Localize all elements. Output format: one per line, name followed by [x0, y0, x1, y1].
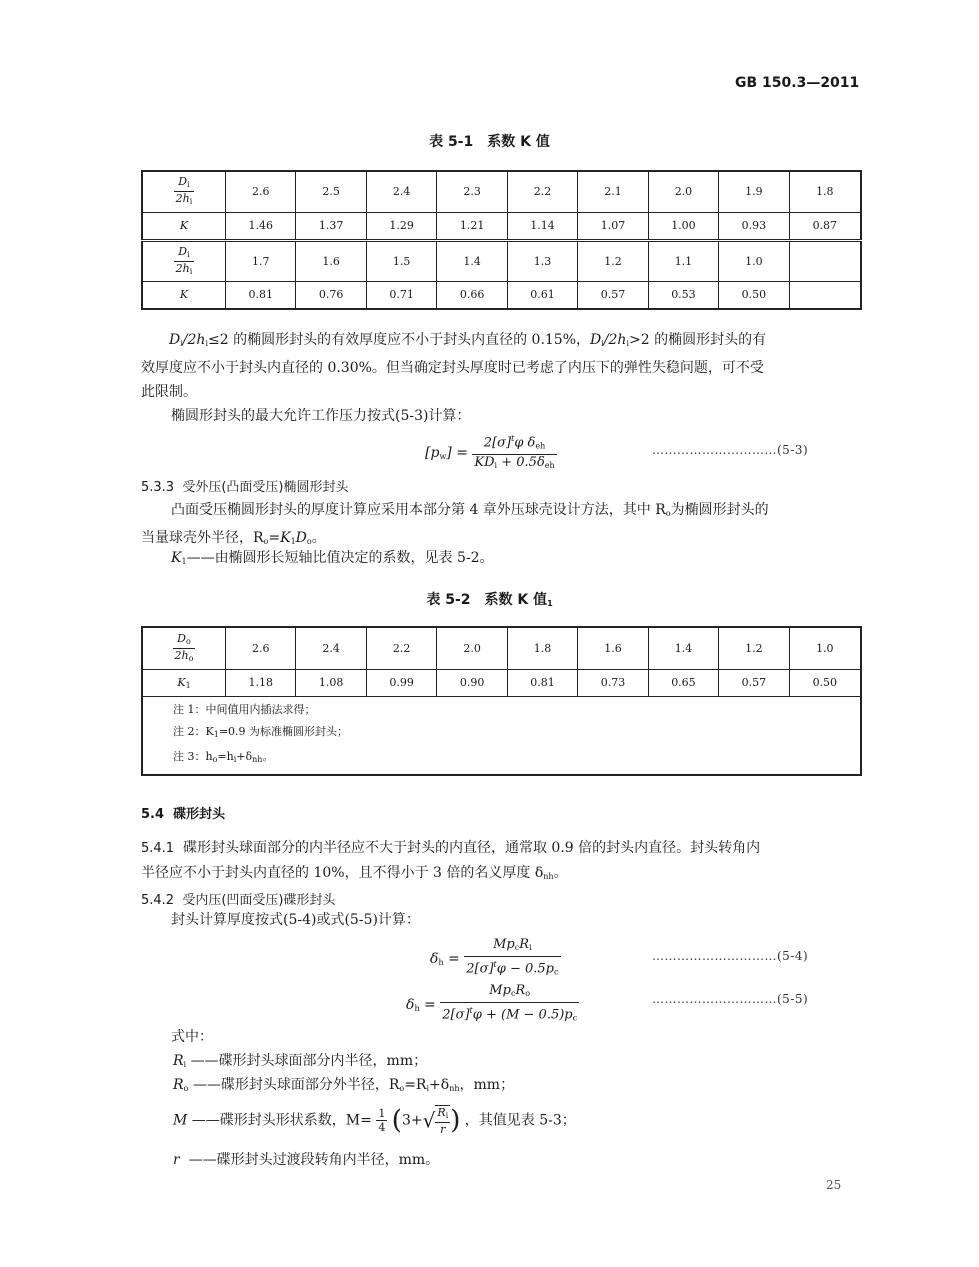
- table-notes: [142, 696, 861, 775]
- definition-m: M ——碟形封头形状系数，M= $\frac{1}{4}$ (3+√ $\frac{R_i}{r}$ ) ，其值见表 5-3；: [173, 1105, 576, 1136]
- table-cell: 1.4: [437, 240, 507, 281]
- table-cell: 1.07: [578, 212, 648, 240]
- table-cell: 1.3: [507, 240, 577, 281]
- table-cell: 0.81: [507, 669, 577, 696]
- equation-number-5-4: …………………………(5-4): [652, 949, 809, 963]
- paragraph-effective-thickness: $D_i/2h_i\le 2$ 的椭圆形封头的有效厚度应不小于封头内直径的 0.15%，$D_i/2h_i>2$ 的椭圆形封头的有 效厚度应不小于封头内直径的 0.30%。但当确定封头厚度时已考虑了内压下的弹性失稳问题，可不受 此限制。: [141, 332, 767, 400]
- table-cell: 0.50: [789, 669, 861, 696]
- table-cell: 1.9: [719, 171, 789, 212]
- table-cell: 1.0: [719, 240, 789, 281]
- table-cell: 0.81: [226, 281, 296, 309]
- table-cell: 0.90: [437, 669, 507, 696]
- table-cell: 2.6: [226, 171, 296, 212]
- note-1: 注 1：中间值用内插法求得；: [173, 702, 316, 716]
- table-cell: 0.53: [648, 281, 718, 309]
- table-row: [142, 627, 861, 669]
- table-cell: 1.2: [719, 627, 789, 669]
- table-cell: 2.6: [226, 627, 296, 669]
- table-cell: 1.29: [366, 212, 436, 240]
- table-cell: 1.08: [296, 669, 366, 696]
- table-cell: 0.61: [507, 281, 577, 309]
- table-cell: 0.71: [366, 281, 436, 309]
- section-5-4-2-heading: 5.4.2 受内压(凹面受压)碟形封头: [141, 893, 336, 908]
- paragraph-5-4-2: 封头计算厚度按式(5-4)或式(5-5)计算：: [171, 912, 420, 928]
- k-header: K: [142, 212, 226, 240]
- table-cell: 1.8: [507, 627, 577, 669]
- page-number: 25: [826, 1178, 842, 1192]
- section-5-3-3-heading: 5.3.3 受外压(凸面受压)椭圆形封头: [141, 480, 349, 495]
- table-cell: 2.0: [648, 171, 718, 212]
- ratio-header: $\frac{D_o}{2h_o}$: [142, 627, 226, 669]
- equation-number-5-3: …………………………(5-3): [652, 443, 809, 457]
- equation-number-5-5: …………………………(5-5): [652, 992, 809, 1006]
- table-cell: 1.37: [296, 212, 366, 240]
- table-cell: 1.6: [296, 240, 366, 281]
- table-cell: 1.2: [578, 240, 648, 281]
- table-cell: 1.0: [789, 627, 861, 669]
- table-cell: 0.93: [719, 212, 789, 240]
- table-cell: 1.18: [226, 669, 296, 696]
- k1-header: $K_1$: [142, 669, 226, 696]
- section-5-4-heading: 5.4 碟形封头: [141, 807, 226, 822]
- table-cell: 1.7: [226, 240, 296, 281]
- table-cell: 0.87: [789, 212, 861, 240]
- table-cell: 2.5: [296, 171, 366, 212]
- table-row: [142, 212, 861, 240]
- table-cell: 1.6: [578, 627, 648, 669]
- table-5-2-caption: 表 5-2 系数 K 值$_1$: [426, 592, 553, 608]
- table-cell: 0.57: [578, 281, 648, 309]
- k-header: K: [142, 281, 226, 309]
- definition-ro: $R_o$ ——碟形封头球面部分外半径，$R_o=R_i+\delta_{nh}$，mm；: [173, 1077, 515, 1093]
- ratio-header: $\frac{D_i}{2h_i}$: [142, 171, 226, 212]
- table-cell: 1.21: [437, 212, 507, 240]
- table-cell: 0.50: [719, 281, 789, 309]
- table-cell: 2.4: [366, 171, 436, 212]
- table-cell: 0.65: [648, 669, 718, 696]
- ratio-header: $\frac{D_i}{2h_i}$: [142, 240, 226, 281]
- table-cell: 0.66: [437, 281, 507, 309]
- paragraph-max-pressure: 椭圆形封头的最大允许工作压力按式(5-3)计算：: [171, 408, 471, 424]
- table-cell: 1.5: [366, 240, 436, 281]
- note-3: 注 3：$h_o=h_i+\delta_{nh}$。: [173, 749, 274, 764]
- table-5-1: [141, 170, 862, 310]
- table-cell: 2.0: [437, 627, 507, 669]
- table-row: [142, 281, 861, 309]
- table-5-2: [141, 626, 862, 776]
- equation-5-4: $\delta_h$ = $\frac{Mp_cR_i}{2[\sigma]^t\varphi - 0.5p_c}$: [430, 937, 559, 977]
- table-cell: 2.3: [437, 171, 507, 212]
- table-cell: 1.8: [789, 171, 861, 212]
- table-cell: 0.73: [578, 669, 648, 696]
- table-cell: 2.2: [507, 171, 577, 212]
- table-cell: 2.4: [296, 627, 366, 669]
- table-cell: [789, 281, 861, 309]
- standard-number: GB 150.3—2011: [735, 75, 860, 91]
- paragraph-external-pressure: 凸面受压椭圆形封头的厚度计算应采用本部分第 4 章外压球壳设计方法，其中 $R_o$为椭圆形封头的 当量球壳外半径，$R_o=K_1D_o$。: [141, 502, 769, 546]
- table-5-1-caption: 表 5-1 系数 K 值: [429, 134, 550, 150]
- table-row: [142, 669, 861, 696]
- table-cell: 1.4: [648, 627, 718, 669]
- where-label: 式中：: [171, 1029, 213, 1045]
- table-row: [142, 240, 861, 281]
- note-2: 注 2：$K_1=0.9$ 为标准椭圆形封头；: [173, 724, 349, 739]
- table-cell: 1.1: [648, 240, 718, 281]
- paragraph-5-4-1: 5.4.1 碟形封头球面部分的内半径应不大于封头的内直径，通常取 0.9 倍的封头内直径。封头转角内 半径应不小于封头内直径的 10%，且不得小于 3 倍的名义厚度 $\delta_{nh}$。: [141, 840, 761, 881]
- table-cell: 0.57: [719, 669, 789, 696]
- paragraph-k1-definition: $K_1——$由椭圆形长短轴比值决定的系数，见表 5-2。: [171, 550, 494, 566]
- table-cell: 2.2: [366, 627, 436, 669]
- definition-ri: $R_i$ ——碟形封头球面部分内半径，mm；: [173, 1053, 428, 1069]
- table-cell: 2.1: [578, 171, 648, 212]
- table-cell: 1.14: [507, 212, 577, 240]
- table-row: [142, 171, 861, 212]
- table-cell: 1.00: [648, 212, 718, 240]
- equation-5-5: $\delta_h$ = $\frac{Mp_cR_o}{2[\sigma]^t\varphi + (M - 0.5)p_c}$: [406, 983, 578, 1023]
- table-cell: 1.46: [226, 212, 296, 240]
- table-cell: [789, 240, 861, 281]
- table-cell: 0.99: [366, 669, 436, 696]
- table-cell: 0.76: [296, 281, 366, 309]
- equation-5-3: $[p_w]$ = $\frac{2[\sigma]^t\varphi \delta_{eh}}{KD_i + 0.5\delta_{eh}}$: [425, 431, 557, 474]
- definition-r: r ——碟形封头过渡段转角内半径，mm。: [173, 1152, 440, 1168]
